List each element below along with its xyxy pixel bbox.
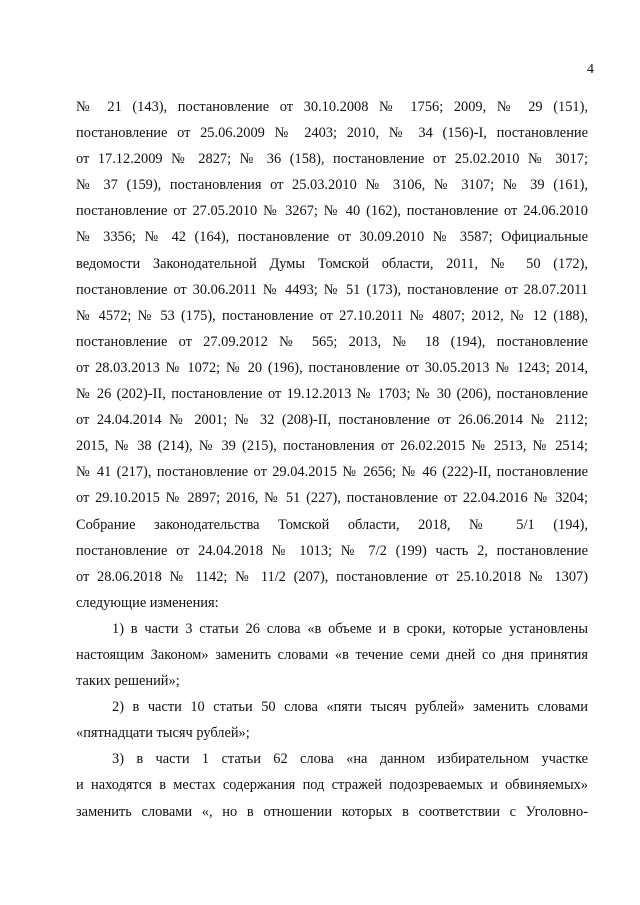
text-line: постановление от 27.09.2012 № 565; 2013, № 18 (194), постановление <box>76 333 588 350</box>
text-line: от 24.04.2014 № 2001; № 32 (208)-II, постановление от 26.06.2014 № 2112; <box>76 412 588 429</box>
text-line: и находятся в местах содержания под стражей подозреваемых и обвиняемых» <box>76 777 588 794</box>
text-line: от 28.06.2018 № 1142; № 11/2 (207), постановление от 25.10.2018 № 1307) <box>76 568 588 585</box>
text-line: заменить словами «, но в отношении которых в соответствии с Уголовно- <box>76 803 588 820</box>
text-line: от 17.12.2009 № 2827; № 36 (158), постановление от 25.02.2010 № 3017; <box>76 151 588 168</box>
text-line: следующие изменения: <box>76 594 219 611</box>
text-line: № 37 (159), постановления от 25.03.2010 № 3106, № 3107; № 39 (161), <box>76 177 588 194</box>
paragraph-first-line: 1) в части 3 статьи 26 слова «в объеме и в сроки, которые установлены <box>112 620 588 637</box>
text-line: № 26 (202)-II, постановление от 19.12.2013 № 1703; № 30 (206), постановление <box>76 386 588 403</box>
text-line: Собрание законодательства Томской области, 2018, № 5/1 (194), <box>76 516 588 533</box>
page-number: 4 <box>587 62 594 77</box>
text-line: постановление от 24.04.2018 № 1013; № 7/2 (199) часть 2, постановление <box>76 542 588 559</box>
text-line: № 3356; № 42 (164), постановление от 30.09.2010 № 3587; Официальные <box>76 229 588 246</box>
text-line: «пятнадцати тысяч рублей»; <box>76 725 250 742</box>
text-line: постановление от 25.06.2009 № 2403; 2010, № 34 (156)-I, постановление <box>76 125 588 142</box>
text-line: постановление от 30.06.2011 № 4493; № 51 (173), постановление от 28.07.2011 <box>76 281 588 298</box>
text-line: № 41 (217), постановление от 29.04.2015 № 2656; № 46 (222)-II, постановление <box>76 464 588 481</box>
text-line: настоящим Законом» заменить словами «в течение семи дней со дня принятия <box>76 646 588 663</box>
text-line: ведомости Законодательной Думы Томской области, 2011, № 50 (172), <box>76 255 588 272</box>
text-line: таких решений»; <box>76 673 180 690</box>
text-line: № 4572; № 53 (175), постановление от 27.10.2011 № 4807; 2012, № 12 (188), <box>76 307 588 324</box>
paragraph-first-line: 2) в части 10 статьи 50 слова «пяти тысяч рублей» заменить словами <box>112 699 588 716</box>
paragraph-first-line: 3) в части 1 статьи 62 слова «на данном избирательном участке <box>112 751 588 768</box>
document-body-text <box>76 94 588 825</box>
text-line: № 21 (143), постановление от 30.10.2008 № 1756; 2009, № 29 (151), <box>76 99 588 115</box>
text-line: 2015, № 38 (214), № 39 (215), постановления от 26.02.2015 № 2513, № 2514; <box>76 438 588 455</box>
text-line: от 29.10.2015 № 2897; 2016, № 51 (227), постановление от 22.04.2016 № 3204; <box>76 490 588 507</box>
text-line: от 28.03.2013 № 1072; № 20 (196), постановление от 30.05.2013 № 1243; 2014, <box>76 359 588 376</box>
text-line: постановление от 27.05.2010 № 3267; № 40 (162), постановление от 24.06.2010 <box>76 203 588 220</box>
